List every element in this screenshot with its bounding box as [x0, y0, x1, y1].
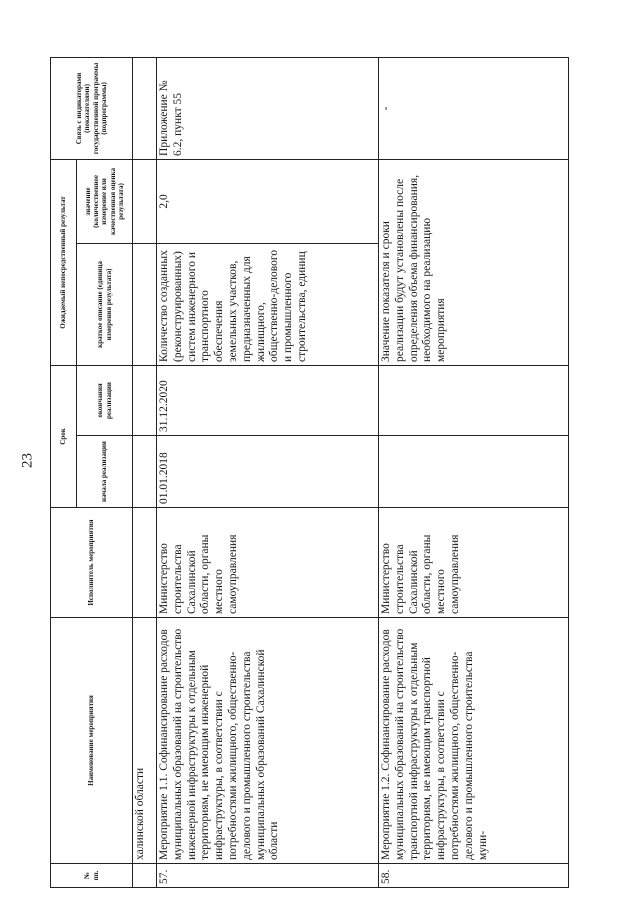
- header-result: Ожидаемый непосредственный результат: [51, 159, 77, 365]
- measures-table: [50, 57, 569, 888]
- page-number: 23: [19, 453, 36, 468]
- header-num: № пп.: [51, 864, 133, 888]
- header-term-end: окончания реализации: [77, 365, 133, 435]
- row-num: 57.: [157, 864, 379, 888]
- rotated-table-page: [50, 58, 570, 888]
- header-name: Наименование мероприятия: [51, 618, 133, 864]
- header-result-value: значение (количественное измерение или качественная оценка результата): [77, 159, 133, 243]
- row-name: Мероприятие 1.1. Софинансирование расходов муниципальных образований на строительство инженерной инфраструктуры к отдельным территориям, не имеющим инженерной инфраструктуры, в соответствии с потребностями жилищного, общественно-делового и промышленного строительства муниципальных образований Сахалинской области: [157, 618, 379, 864]
- row-end: [379, 365, 569, 435]
- row-num: 58.: [379, 864, 569, 888]
- header-executor: Исполнитель мероприятия: [51, 508, 133, 618]
- row-end: 31.12.2020: [157, 365, 379, 435]
- row-start: [379, 436, 569, 508]
- table-row: [379, 57, 569, 887]
- continuation-text: халинской области: [133, 618, 157, 864]
- row-start: 01.01.2018: [157, 436, 379, 508]
- header-result-desc: краткое описание (единица измерения результата): [77, 243, 133, 365]
- header-term-start: начала реализации: [77, 436, 133, 508]
- row-link: Приложение № 6.2, пункт 55: [157, 57, 379, 159]
- row-value: 2,0: [157, 159, 379, 243]
- row-desc: Количество созданных (реконструированных) систем инженерного и транспортного обеспечения земельных участков, предназначенных для жилищного, общественно-делового и промышленного строительства, единиц: [157, 243, 379, 365]
- header-term: Срок: [51, 365, 77, 507]
- table-row: [157, 57, 379, 887]
- row-name: Мероприятие 1.2. Софинансирование расходов муниципальных образований на строительство транспортной инфраструктуры к отдельным территориям, не имеющим транспортной инфраструктуры, в соответствии с потребностями жилищного, общественно-делового и промышленного строительства муни-: [379, 618, 569, 864]
- row-desc: Значение показателя и сроки реализации будут установлены после определения объема финансирования, необходимого на реализацию мероприятия: [379, 159, 569, 365]
- header-link: Связь с индикаторами (показателями) государственной программы (подпрограммы): [51, 57, 133, 159]
- row-executor: Министерство строительства Сахалинской области, органы местного самоуправления: [157, 508, 379, 618]
- table-row-continuation: [133, 57, 157, 887]
- row-link: -: [379, 57, 569, 159]
- row-executor: Министерство строительства Сахалинской области, органы местного самоуправления: [379, 508, 569, 618]
